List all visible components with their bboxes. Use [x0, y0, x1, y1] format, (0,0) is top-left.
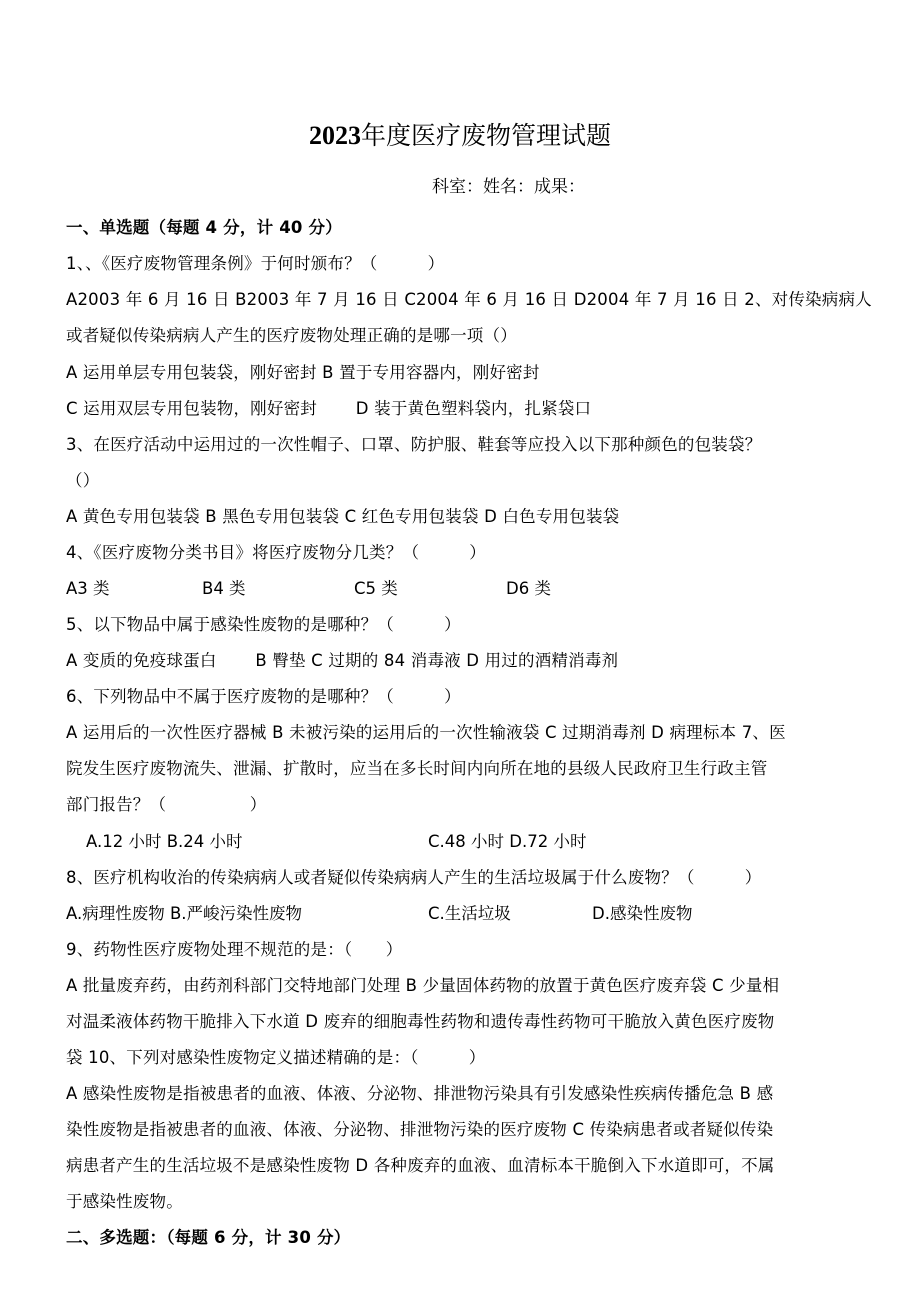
section-heading-single-choice: 一、单选题（每题 4 分，计 40 分）: [66, 218, 342, 237]
question-1-options: A2003 年 6 月 16 日 B2003 年 7 月 16 日 C2004 年 6 月 16 日 D2004 年 7 月 16 日 2、对传染病病人: [66, 290, 872, 309]
question-4-option-b: B4 类: [202, 579, 246, 598]
question-10-options-3: 病患者产生的生活垃圾不是感染性废物 D 各种废弃的血液、血清标本干脆倒入下水道即可，不属: [66, 1156, 775, 1175]
section-heading-multiple-choice: 二、多选题：（每题 6 分，计 30 分）: [66, 1228, 351, 1247]
question-5-options: A 变质的免疫球蛋白 B 臀垫 C 过期的 84 消毒液 D 用过的酒精消毒剂: [66, 651, 619, 670]
question-3: 3、在医疗活动中运用过的一次性帽子、口罩、防护服、鞋套等应投入以下那种颜色的包装袋？: [66, 435, 762, 454]
question-7-text: 院发生医疗废物流失、泄漏、扩散时，应当在多长时间内向所在地的县级人民政府卫生行政主管: [66, 759, 768, 778]
question-7-options-ab: A.12 小时 B.24 小时: [86, 832, 243, 851]
question-10: 袋 10、下列对感染性废物定义描述精确的是：（ ）: [66, 1048, 486, 1067]
question-9-options-1: A 批量废弃药，由药剂科部门交特地部门处理 B 少量固体药物的放置于黄色医疗废弃袋 C 少量相: [66, 976, 780, 995]
question-10-options-2: 染性废物是指被患者的血液、体液、分泌物、排泄物污染的医疗废物 C 传染病患者或者疑似传染: [66, 1120, 774, 1139]
question-4: 4、《医疗废物分类书目》将医疗废物分几类？（ ）: [66, 543, 486, 562]
title-year: 2023: [308, 121, 361, 150]
question-2-options-cd: C 运用双层专用包装物，刚好密封 D 装于黄色塑料袋内，扎紧袋口: [66, 399, 592, 418]
question-8-option-c: C.生活垃圾: [428, 904, 511, 923]
question-10-options-4: 于感染性废物。: [66, 1192, 183, 1211]
question-2-options-ab: A 运用单层专用包装袋，刚好密封 B 置于专用容器内，刚好密封: [66, 363, 540, 382]
header-fields: 科室：姓名：成果：: [432, 177, 585, 197]
question-6: 6、下列物品中不属于医疗废物的是哪种？（ ）: [66, 687, 461, 706]
question-9: 9、药物性医疗废物处理不规范的是：（ ）: [66, 940, 403, 959]
question-3-blank: （）: [66, 471, 100, 490]
question-7-text-end: 部门报告？（ ）: [66, 795, 267, 814]
question-7-options-cd: C.48 小时 D.72 小时: [428, 832, 587, 851]
question-8-options-ab: A.病理性废物 B.严峻污染性废物: [66, 904, 303, 923]
question-8: 8、医疗机构收治的传染病病人或者疑似传染病病人产生的生活垃圾属于什么废物？（ ）: [66, 868, 762, 887]
question-4-option-a: A3 类: [66, 579, 110, 598]
question-5: 5、以下物品中属于感染性废物的是哪种？（ ）: [66, 615, 461, 634]
question-3-options: A 黄色专用包装袋 B 黑色专用包装袋 C 红色专用包装袋 D 白色专用包装袋: [66, 507, 620, 526]
question-9-options-2: 对温柔液体药物干脆排入下水道 D 废弃的细胞毒性药物和遗传毒性药物可干脆放入黄色医疗废物: [66, 1012, 775, 1031]
title-text: 年度医疗废物管理试题: [360, 121, 611, 150]
page-title: [0, 116, 920, 152]
question-10-options-1: A 感染性废物是指被患者的血液、体液、分泌物、排泄物污染具有引发感染性疾病传播危急 B 感: [66, 1084, 774, 1103]
question-4-option-d: D6 类: [506, 579, 551, 598]
question-4-option-c: C5 类: [354, 579, 398, 598]
question-2-text: 或者疑似传染病病人产生的医疗废物处理正确的是哪一项（）: [66, 326, 517, 345]
question-8-option-d: D.感染性废物: [592, 904, 693, 923]
question-1: 1、、《医疗废物管理条例》于何时颁布？（ ）: [66, 254, 445, 273]
question-6-options: A 运用后的一次性医疗器械 B 未被污染的运用后的一次性输液袋 C 过期消毒剂 D 病理标本 7、医: [66, 723, 786, 742]
